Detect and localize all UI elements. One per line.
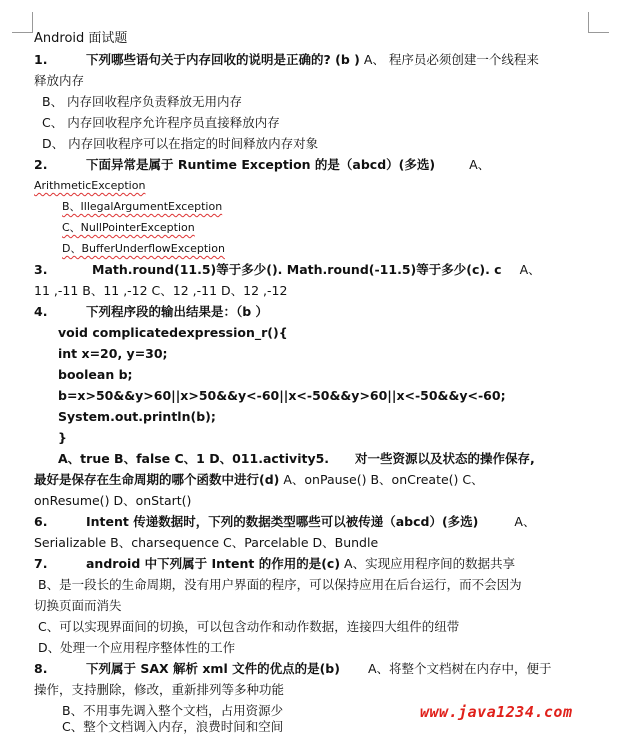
code-line-5: System.out.println(b); — [58, 409, 216, 424]
q2-option-a: ArithmeticException — [34, 179, 146, 192]
q4-options-q5-stem: A、true B、false C、1 D、011.activity5. 对一些资源以及状态的操作保存, — [58, 451, 535, 466]
q3-options: 11 ,-11 B、11 ,-12 C、12 ,-11 D、12 ,-12 — [34, 283, 288, 298]
q1-option-b: B、 内存回收程序负责释放无用内存 — [42, 94, 243, 109]
document-title: Android 面试题 — [34, 31, 128, 46]
q7-option-d: D、处理一个应用程序整体性的工作 — [38, 640, 236, 655]
question-2: 2. 下面异常是属于 Runtime Exception 的是（abcd）(多选) A、 — [34, 157, 491, 172]
q1-option-c: C、 内存回收程序允许程序员直接释放内存 — [42, 115, 280, 130]
question-4: 4. 下列程序段的输出结果是：（b ） — [34, 304, 269, 319]
q5-stem-continued: 最好是保存在生命周期的哪个函数中进行(d) A、onPause() B、onCreate() C、 — [34, 472, 484, 487]
code-line-2: int x=20, y=30; — [58, 346, 168, 361]
question-8: 8. 下列属于 SAX 解析 xml 文件的优点的是(b) A、将整个文档树在内存中，便于 — [34, 661, 552, 676]
q7-option-b: B、是一段长的生命周期，没有用户界面的程序，可以保持应用在后台运行，而不会因为 — [38, 577, 522, 592]
code-line-6: } — [58, 430, 67, 445]
crop-mark-top-left — [12, 12, 33, 33]
question-7: 7. android 中下列属于 Intent 的作用的是(c) A、实现应用程序间的数据共享 — [34, 556, 516, 571]
code-line-1: void complicatedexpression_r(){ — [58, 325, 288, 340]
code-line-4: b=x>50&&y>60||x>50&&y<-60||x<-50&&y>60||x<-50&&y<-60; — [58, 388, 506, 403]
q8-option-c: C、整个文档调入内存，浪费时间和空间 — [62, 719, 284, 734]
q2-option-d: D、BufferUnderflowException — [62, 242, 225, 255]
q2-option-c: C、NullPointerException — [62, 221, 195, 234]
q2-option-b: B、IllegalArgumentException — [62, 200, 223, 213]
q6-options: Serializable B、charsequence C、Parcelable D、Bundle — [34, 535, 379, 550]
q7-option-c: C、可以实现界面间的切换，可以包含动作和动作数据，连接四大组件的纽带 — [38, 619, 460, 634]
question-1: 1. 下列哪些语句关于内存回收的说明是正确的? (b ) A、 程序员必须创建一个线程来 — [34, 52, 539, 67]
code-line-3: boolean b; — [58, 367, 133, 382]
q8-option-a-continued: 操作，支持删除，修改，重新排列等多种功能 — [34, 682, 285, 697]
q8-option-b: B、不用事先调入整个文档，占用资源少 — [62, 703, 284, 718]
question-3: 3. Math.round(11.5)等于多少(). Math.round(-11.5)等于多少(c). c A、 — [34, 262, 541, 277]
q5-options-continued: onResume() D、onStart() — [34, 493, 192, 508]
crop-mark-top-right — [588, 12, 609, 33]
q1-option-d: D、 内存回收程序可以在指定的时间释放内存对象 — [42, 136, 319, 151]
watermark: www.java1234.com — [420, 703, 573, 721]
question-6: 6. Intent 传递数据时，下列的数据类型哪些可以被传递（abcd）(多选) A、 — [34, 514, 536, 529]
q7-option-b-continued: 切换页面而消失 — [34, 598, 122, 613]
q1-option-a-continued: 释放内存 — [34, 73, 85, 88]
